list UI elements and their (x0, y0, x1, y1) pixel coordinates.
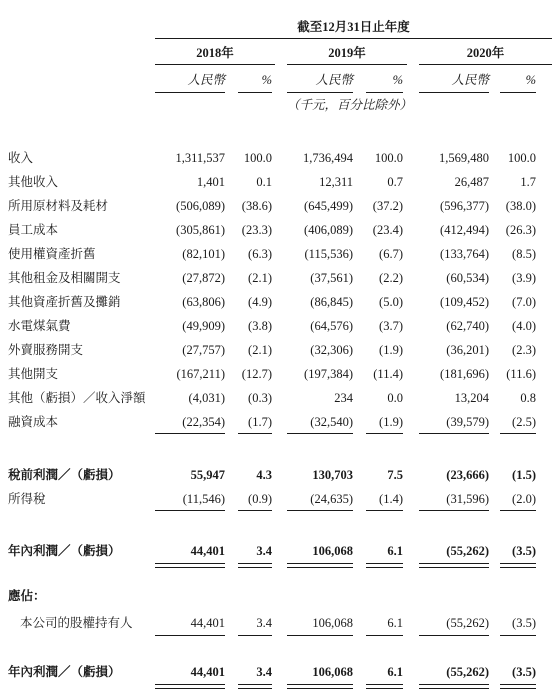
value-2018-rmb: 1,401 (196, 175, 225, 189)
value-2019-rmb: 106,068 (312, 544, 353, 558)
row-label: 收入 (8, 151, 34, 165)
subtotal-rule (366, 433, 403, 434)
value-2019-rmb: 106,068 (312, 616, 353, 630)
row-label: 其他租金及相關開支 (8, 271, 121, 285)
rmb-header-2019: 人民幣 (315, 73, 353, 87)
sub-rule (366, 92, 403, 93)
year-rule-2020 (419, 64, 552, 65)
value-2018-pct: (4.9) (248, 295, 272, 309)
value-2020-pct: (26.3) (505, 223, 536, 237)
value-2018-rmb: 1,311,537 (175, 151, 225, 165)
value-2019-rmb: 234 (334, 391, 353, 405)
value-2018-pct: (38.6) (241, 199, 272, 213)
total-double-rule (155, 684, 225, 689)
sub-rule (155, 92, 225, 93)
value-2019-pct: (1.9) (379, 415, 403, 429)
sub-rule (287, 92, 353, 93)
value-2020-rmb: (133,764) (440, 247, 489, 261)
value-2019-pct: (5.0) (379, 295, 403, 309)
value-2020-pct: (2.0) (512, 492, 536, 506)
value-2019-rmb: (32,306) (310, 343, 353, 357)
value-2018-rmb: (167,211) (176, 367, 225, 381)
value-2018-rmb: 44,401 (190, 616, 225, 630)
value-2019-rmb: 1,736,494 (303, 151, 353, 165)
value-2019-pct: 0.0 (387, 391, 403, 405)
year-rule-2019 (287, 64, 407, 65)
value-2018-rmb: (506,089) (176, 199, 225, 213)
value-2019-pct: (1.4) (379, 492, 403, 506)
value-2019-pct: 6.1 (387, 665, 403, 679)
rmb-header-2018: 人民幣 (187, 73, 225, 87)
value-2020-pct: (3.5) (512, 665, 536, 679)
row-label: 所用原材料及耗材 (8, 199, 109, 213)
subtotal-rule (419, 433, 489, 434)
value-2020-rmb: (55,262) (446, 544, 489, 558)
period-header: 截至12月31日止年度 (297, 20, 410, 34)
total-double-rule (500, 563, 536, 568)
sub-rule (419, 92, 489, 93)
value-2019-pct: 100.0 (374, 151, 403, 165)
subtotal-rule (238, 510, 272, 511)
subtotal-rule (366, 510, 403, 511)
value-2019-rmb: (37,561) (310, 271, 353, 285)
value-2018-pct: (2.1) (248, 271, 272, 285)
value-2019-pct: 6.1 (387, 544, 403, 558)
pct-header-2018: % (261, 73, 272, 87)
value-2020-pct: (7.0) (512, 295, 536, 309)
total-double-rule (238, 684, 272, 689)
total-double-rule (287, 563, 353, 568)
value-2019-pct: (6.7) (379, 247, 403, 261)
value-2020-pct: (2.5) (512, 415, 536, 429)
value-2020-rmb: (23,666) (446, 468, 489, 482)
value-2020-rmb: (412,494) (440, 223, 489, 237)
row-label: 外賣服務開支 (8, 343, 84, 357)
row-label: 融資成本 (8, 415, 59, 429)
value-2019-pct: 0.7 (387, 175, 403, 189)
value-2020-rmb: (60,534) (446, 271, 489, 285)
row-label: 稅前利潤／（虧損） (8, 468, 121, 482)
row-label: 其他收入 (8, 175, 59, 189)
pct-header-2020: % (525, 73, 536, 87)
total-double-rule (419, 684, 489, 689)
value-2020-pct: (11.6) (506, 367, 536, 381)
value-2020-pct: (8.5) (512, 247, 536, 261)
value-2019-rmb: (115,536) (304, 247, 353, 261)
total-double-rule (155, 563, 225, 568)
total-double-rule (366, 684, 403, 689)
row-label: 所得稅 (8, 492, 46, 506)
units-note: （千元，百分比除外） (287, 98, 413, 112)
subtotal-rule (419, 635, 489, 636)
value-2018-pct: (23.3) (241, 223, 272, 237)
subtotal-rule (500, 433, 536, 434)
subtotal-rule (238, 635, 272, 636)
value-2018-pct: (0.3) (248, 391, 272, 405)
value-2019-rmb: 106,068 (312, 665, 353, 679)
value-2018-rmb: 55,947 (190, 468, 225, 482)
value-2019-pct: 7.5 (387, 468, 403, 482)
value-2020-rmb: (62,740) (446, 319, 489, 333)
subtotal-rule (500, 510, 536, 511)
value-2019-rmb: (645,499) (304, 199, 353, 213)
value-2019-pct: (37.2) (372, 199, 403, 213)
row-label: 使用權資產折舊 (8, 247, 96, 261)
value-2019-pct: (3.7) (379, 319, 403, 333)
value-2018-pct: (3.8) (248, 319, 272, 333)
value-2018-pct: 100.0 (243, 151, 272, 165)
value-2018-pct: 3.4 (256, 616, 272, 630)
value-2018-rmb: (63,806) (182, 295, 225, 309)
value-2018-pct: 4.3 (256, 468, 272, 482)
row-label: 員工成本 (8, 223, 59, 237)
value-2018-rmb: (27,757) (182, 343, 225, 357)
subtotal-rule (155, 635, 225, 636)
value-2018-rmb: (305,861) (176, 223, 225, 237)
value-2020-pct: (2.3) (512, 343, 536, 357)
total-double-rule (238, 563, 272, 568)
pct-header-2019: % (392, 73, 403, 87)
value-2019-pct: (2.2) (379, 271, 403, 285)
value-2018-rmb: (11,546) (182, 492, 225, 506)
value-2019-pct: 6.1 (387, 616, 403, 630)
value-2020-pct: (4.0) (512, 319, 536, 333)
total-double-rule (500, 684, 536, 689)
value-2020-pct: (1.5) (512, 468, 536, 482)
subtotal-rule (500, 635, 536, 636)
value-2018-pct: 3.4 (256, 665, 272, 679)
attributable-heading: 應佔： (8, 589, 46, 603)
value-2020-rmb: 26,487 (454, 175, 489, 189)
value-2020-rmb: (31,596) (446, 492, 489, 506)
value-2020-pct: (38.0) (505, 199, 536, 213)
value-2018-pct: (12.7) (241, 367, 272, 381)
subtotal-rule (287, 433, 353, 434)
value-2018-pct: (0.9) (248, 492, 272, 506)
value-2020-rmb: (39,579) (446, 415, 489, 429)
value-2020-rmb: 13,204 (454, 391, 489, 405)
row-label: 其他開支 (8, 367, 59, 381)
value-2020-pct: (3.5) (512, 616, 536, 630)
value-2018-pct: (1.7) (248, 415, 272, 429)
year-header-2020: 2020年 (466, 46, 505, 60)
year-rule-2018 (155, 64, 275, 65)
row-label: 年內利潤／（虧損） (8, 544, 121, 558)
value-2020-pct: 100.0 (507, 151, 536, 165)
year-header-2018: 2018年 (196, 46, 234, 60)
value-2019-rmb: 12,311 (319, 175, 353, 189)
total-double-rule (419, 563, 489, 568)
row-label: 其他資產折舊及攤銷 (8, 295, 121, 309)
value-2018-rmb: (27,872) (182, 271, 225, 285)
value-2018-rmb: 44,401 (190, 665, 225, 679)
subtotal-rule (287, 635, 353, 636)
value-2020-rmb: (596,377) (440, 199, 489, 213)
year-header-2019: 2019年 (328, 46, 366, 60)
period-rule (155, 38, 552, 39)
value-2020-pct: 1.7 (520, 175, 536, 189)
value-2020-rmb: (55,262) (446, 616, 489, 630)
value-2019-rmb: (24,635) (310, 492, 353, 506)
value-2019-rmb: (64,576) (310, 319, 353, 333)
value-2018-pct: (6.3) (248, 247, 272, 261)
value-2018-rmb: 44,401 (190, 544, 225, 558)
value-2020-rmb: (109,452) (440, 295, 489, 309)
value-2019-rmb: (197,384) (304, 367, 353, 381)
sub-rule (500, 92, 536, 93)
value-2018-rmb: (82,101) (182, 247, 225, 261)
total-double-rule (366, 563, 403, 568)
value-2019-pct: (1.9) (379, 343, 403, 357)
total-double-rule (287, 684, 353, 689)
value-2020-rmb: 1,569,480 (439, 151, 489, 165)
subtotal-rule (155, 510, 225, 511)
value-2018-pct: 3.4 (256, 544, 272, 558)
sub-rule (238, 92, 272, 93)
value-2019-pct: (11.4) (373, 367, 403, 381)
rmb-header-2020: 人民幣 (451, 73, 489, 87)
subtotal-rule (366, 635, 403, 636)
value-2019-rmb: 130,703 (312, 468, 353, 482)
value-2018-rmb: (4,031) (188, 391, 225, 405)
subtotal-rule (287, 510, 353, 511)
value-2019-rmb: (86,845) (310, 295, 353, 309)
subtotal-rule (419, 510, 489, 511)
value-2020-pct: (3.9) (512, 271, 536, 285)
value-2020-pct: 0.8 (520, 391, 536, 405)
row-label: 年內利潤／（虧損） (8, 665, 121, 679)
row-label: 水電煤氣費 (8, 319, 71, 333)
subtotal-rule (155, 433, 225, 434)
value-2020-pct: (3.5) (512, 544, 536, 558)
value-2020-rmb: (55,262) (446, 665, 489, 679)
value-2018-rmb: (22,354) (182, 415, 225, 429)
value-2019-rmb: (32,540) (310, 415, 353, 429)
value-2018-rmb: (49,909) (182, 319, 225, 333)
row-label: 本公司的股權持有人 (20, 616, 133, 630)
row-label: 其他（虧損）／收入淨額 (8, 391, 146, 405)
value-2019-rmb: (406,089) (304, 223, 353, 237)
value-2020-rmb: (181,696) (440, 367, 489, 381)
value-2018-pct: (2.1) (248, 343, 272, 357)
value-2018-pct: 0.1 (256, 175, 272, 189)
value-2020-rmb: (36,201) (446, 343, 489, 357)
subtotal-rule (238, 433, 272, 434)
value-2019-pct: (23.4) (372, 223, 403, 237)
